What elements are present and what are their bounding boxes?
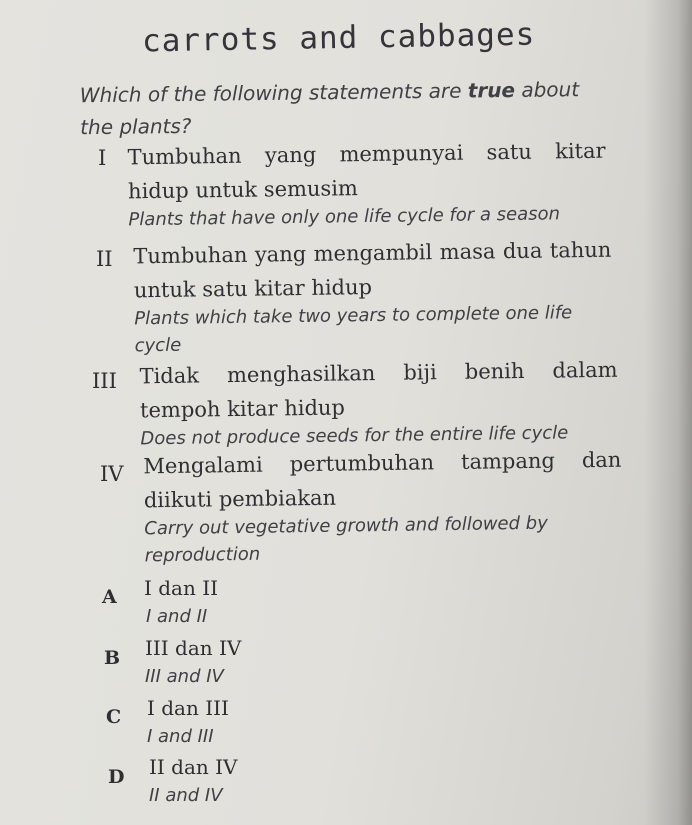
- statement-malay: Tumbuhan yang mengambil masa dua tahun untuk satu kitar hidup: [133, 237, 612, 303]
- question-text: [80, 73, 611, 143]
- option-b-english[interactable]: III and IV: [145, 666, 224, 687]
- option-a-malay[interactable]: I dan II: [144, 576, 219, 600]
- option-c-english[interactable]: I and III: [147, 726, 214, 747]
- question-text-pre: Which of the following statements are: [79, 78, 468, 108]
- statement-malay: Tumbuhan yang mempunyai satu kitar hidup untuk semusim: [127, 138, 606, 204]
- statement-english: Carry out vegetative growth and followed by reproduction: [144, 512, 548, 567]
- statement-english: Does not produce seeds for the entire life cycle: [140, 422, 569, 450]
- statement-item: [127, 134, 606, 234]
- option-a-english[interactable]: I and II: [146, 606, 208, 627]
- statement-english: Plants which take two years to complete one life cycle: [134, 302, 573, 357]
- statement-english: Plants that have only one life cycle for a season: [128, 203, 561, 231]
- option-letter-d[interactable]: D: [108, 766, 125, 788]
- handwritten-title: carrots and cabbages: [141, 16, 536, 60]
- statement-item: [133, 233, 613, 360]
- option-c-malay[interactable]: I dan III: [147, 696, 229, 720]
- page-edge-shadow: [644, 0, 692, 825]
- statement-item: [139, 353, 618, 453]
- option-b-malay[interactable]: III dan IV: [145, 636, 242, 660]
- option-letter-c[interactable]: C: [106, 706, 122, 728]
- statement-malay: Tidak menghasilkan biji benih dalam tempoh kitar hidup: [139, 357, 618, 423]
- statement-number: IV: [100, 462, 124, 486]
- option-letter-a[interactable]: A: [102, 586, 117, 608]
- statement-number: I: [98, 146, 107, 170]
- statement-item: [143, 443, 623, 570]
- statement-malay: Mengalami pertumbuhan tampang dan diikuti pembiakan: [143, 447, 622, 513]
- option-letter-b[interactable]: B: [104, 647, 121, 669]
- question-emphasis: true: [467, 77, 516, 103]
- statement-number: III: [92, 369, 117, 393]
- option-d-malay[interactable]: II dan IV: [149, 755, 238, 779]
- option-d-english[interactable]: II and IV: [149, 785, 223, 806]
- question-text-post: about the plants?: [80, 77, 580, 140]
- statement-number: II: [96, 247, 113, 271]
